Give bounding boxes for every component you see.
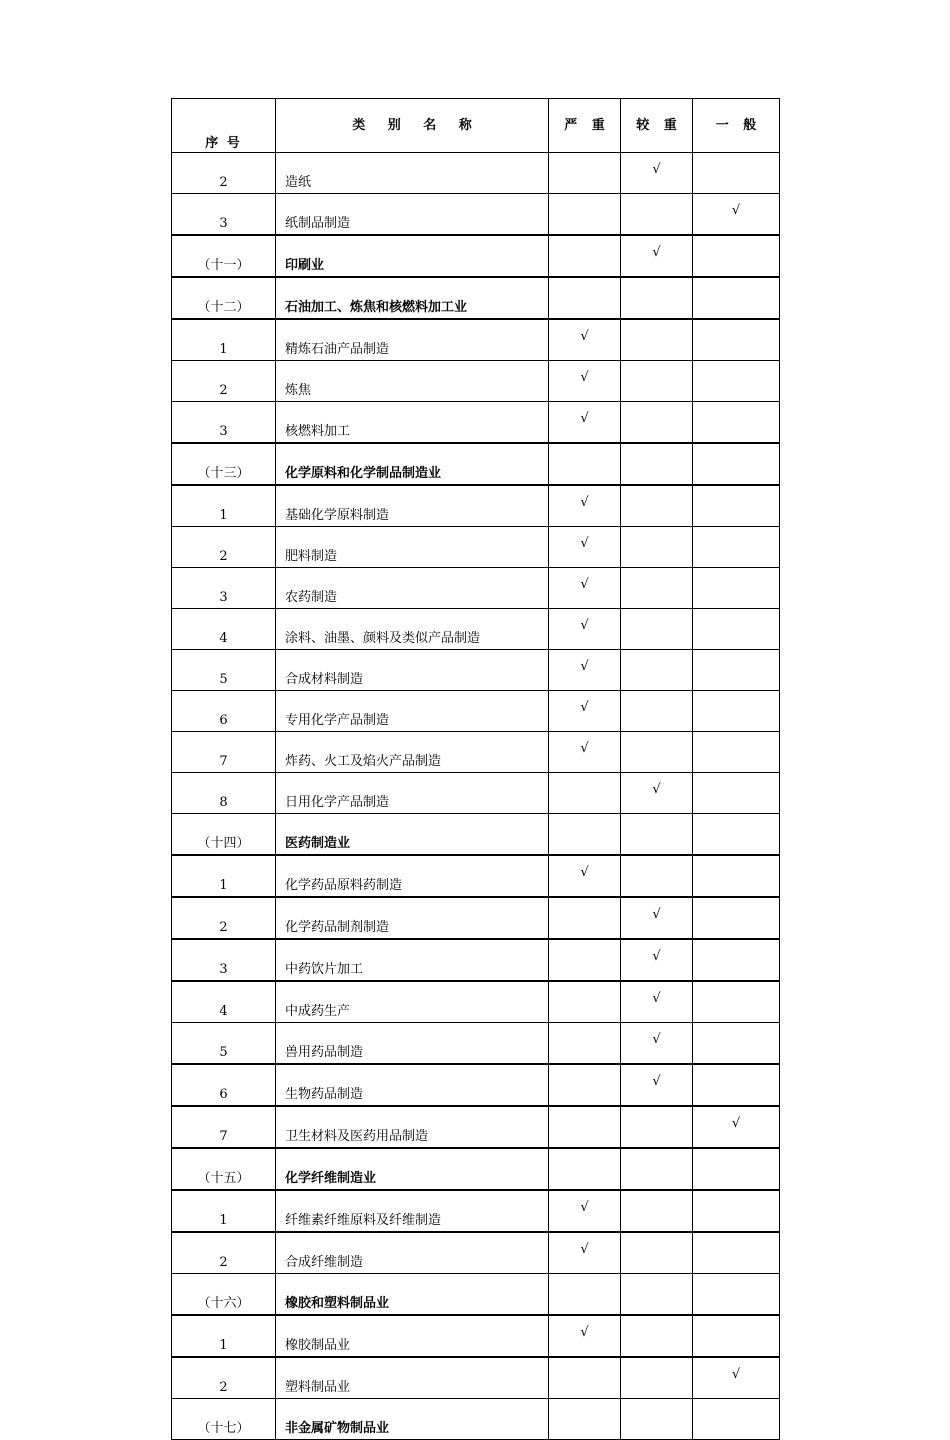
check-mark-icon: √	[652, 906, 661, 922]
category-row	[172, 235, 780, 277]
moderate-level-cell	[621, 1148, 693, 1190]
item-name-cell: 农药制造	[276, 568, 549, 609]
general-level-cell	[693, 1274, 780, 1316]
moderate-level-cell	[621, 773, 693, 814]
item-name-cell: 中药饮片加工	[276, 939, 549, 981]
moderate-level-cell	[621, 361, 693, 402]
header-serial-number: 序 号	[172, 99, 276, 153]
header-general: 一 般	[693, 99, 780, 153]
table-row	[172, 153, 780, 194]
check-mark-icon: √	[652, 990, 661, 1006]
category-row	[172, 1399, 780, 1440]
moderate-level-cell	[621, 1023, 693, 1065]
table-row	[172, 402, 780, 444]
severe-level-cell	[549, 527, 621, 568]
general-level-cell	[693, 1023, 780, 1065]
category-name-cell: 印刷业	[276, 235, 549, 277]
severe-level-cell	[549, 235, 621, 277]
general-level-cell	[693, 1190, 780, 1232]
item-name-cell: 精炼石油产品制造	[276, 319, 549, 361]
check-mark-icon: √	[580, 1324, 589, 1340]
serial-number-cell: （十六）	[172, 1274, 276, 1316]
severe-level-cell	[549, 1274, 621, 1316]
serial-number-cell: 3	[172, 939, 276, 981]
item-name-cell: 橡胶制品业	[276, 1315, 549, 1357]
item-name-cell: 日用化学产品制造	[276, 773, 549, 814]
check-mark-icon: √	[580, 658, 589, 674]
item-name-cell: 中成药生产	[276, 981, 549, 1023]
serial-number-cell: 1	[172, 485, 276, 527]
severe-level-cell	[549, 1357, 621, 1399]
general-level-cell	[693, 153, 780, 194]
moderate-level-cell	[621, 1315, 693, 1357]
table-row	[172, 194, 780, 236]
header-severe: 严 重	[549, 99, 621, 153]
severe-level-cell	[549, 1023, 621, 1065]
general-level-cell	[693, 1315, 780, 1357]
item-name-cell: 纸制品制造	[276, 194, 549, 236]
moderate-level-cell	[621, 443, 693, 485]
serial-number-cell: 4	[172, 981, 276, 1023]
item-name-cell: 炼焦	[276, 361, 549, 402]
severe-level-cell	[549, 153, 621, 194]
table-row	[172, 650, 780, 691]
moderate-level-cell	[621, 235, 693, 277]
general-level-cell	[693, 609, 780, 650]
severe-level-cell	[549, 1315, 621, 1357]
check-mark-icon: √	[652, 244, 661, 260]
check-mark-icon: √	[580, 699, 589, 715]
pollution-level-table	[171, 98, 780, 1440]
item-name-cell: 化学药品制剂制造	[276, 897, 549, 939]
check-mark-icon: √	[580, 864, 589, 880]
moderate-level-cell	[621, 527, 693, 568]
general-level-cell	[693, 732, 780, 773]
serial-number-cell: （十二）	[172, 277, 276, 319]
general-level-cell	[693, 319, 780, 361]
check-mark-icon: √	[580, 494, 589, 510]
category-row	[172, 277, 780, 319]
header-moderate: 较 重	[621, 99, 693, 153]
check-mark-icon: √	[580, 369, 589, 385]
category-name-cell: 化学纤维制造业	[276, 1148, 549, 1190]
table-row	[172, 1106, 780, 1148]
general-level-cell	[693, 939, 780, 981]
check-mark-icon: √	[652, 161, 661, 177]
general-level-cell	[693, 194, 780, 236]
check-mark-icon: √	[580, 328, 589, 344]
table-row	[172, 527, 780, 568]
serial-number-cell: 2	[172, 897, 276, 939]
general-level-cell	[693, 568, 780, 609]
item-name-cell: 专用化学产品制造	[276, 691, 549, 732]
item-name-cell: 造纸	[276, 153, 549, 194]
severe-level-cell	[549, 194, 621, 236]
serial-number-cell: 1	[172, 319, 276, 361]
moderate-level-cell	[621, 939, 693, 981]
moderate-level-cell	[621, 194, 693, 236]
moderate-level-cell	[621, 153, 693, 194]
table-row	[172, 319, 780, 361]
header-row	[172, 99, 780, 153]
severe-level-cell	[549, 1232, 621, 1274]
general-level-cell	[693, 650, 780, 691]
moderate-level-cell	[621, 981, 693, 1023]
severe-level-cell	[549, 568, 621, 609]
table-row	[172, 1064, 780, 1106]
severe-level-cell	[549, 402, 621, 444]
serial-number-cell: 8	[172, 773, 276, 814]
item-name-cell: 合成纤维制造	[276, 1232, 549, 1274]
severe-level-cell	[549, 981, 621, 1023]
severe-level-cell	[549, 1106, 621, 1148]
general-level-cell	[693, 773, 780, 814]
serial-number-cell: 2	[172, 527, 276, 568]
category-row	[172, 1274, 780, 1316]
moderate-level-cell	[621, 1274, 693, 1316]
severe-level-cell	[549, 939, 621, 981]
item-name-cell: 塑料制品业	[276, 1357, 549, 1399]
severe-level-cell	[549, 277, 621, 319]
severe-level-cell	[549, 1064, 621, 1106]
table-row	[172, 1315, 780, 1357]
general-level-cell	[693, 485, 780, 527]
category-row	[172, 1148, 780, 1190]
item-name-cell: 合成材料制造	[276, 650, 549, 691]
table-body	[172, 153, 780, 1440]
moderate-level-cell	[621, 814, 693, 856]
serial-number-cell: 1	[172, 1315, 276, 1357]
severe-level-cell	[549, 773, 621, 814]
general-level-cell	[693, 1064, 780, 1106]
check-mark-icon: √	[652, 1031, 661, 1047]
moderate-level-cell	[621, 319, 693, 361]
moderate-level-cell	[621, 897, 693, 939]
table-row	[172, 773, 780, 814]
severe-level-cell	[549, 1148, 621, 1190]
serial-number-cell: （十四）	[172, 814, 276, 856]
general-level-cell	[693, 527, 780, 568]
item-name-cell: 涂料、油墨、颜料及类似产品制造	[276, 609, 549, 650]
moderate-level-cell	[621, 1106, 693, 1148]
item-name-cell: 核燃料加工	[276, 402, 549, 444]
moderate-level-cell	[621, 1232, 693, 1274]
item-name-cell: 肥料制造	[276, 527, 549, 568]
table-row	[172, 855, 780, 897]
general-level-cell	[693, 691, 780, 732]
item-name-cell: 卫生材料及医药用品制造	[276, 1106, 549, 1148]
severe-level-cell	[549, 1190, 621, 1232]
general-level-cell	[693, 981, 780, 1023]
check-mark-icon: √	[731, 1366, 741, 1382]
serial-number-cell: 3	[172, 194, 276, 236]
severe-level-cell	[549, 319, 621, 361]
serial-number-cell: 7	[172, 1106, 276, 1148]
category-row	[172, 814, 780, 856]
general-level-cell	[693, 814, 780, 856]
moderate-level-cell	[621, 691, 693, 732]
serial-number-cell: 2	[172, 1232, 276, 1274]
check-mark-icon: √	[731, 1115, 741, 1131]
serial-number-cell: 5	[172, 1023, 276, 1065]
serial-number-cell: （十七）	[172, 1399, 276, 1440]
moderate-level-cell	[621, 1399, 693, 1440]
serial-number-cell: （十三）	[172, 443, 276, 485]
serial-number-cell: （十一）	[172, 235, 276, 277]
serial-number-cell: 2	[172, 1357, 276, 1399]
moderate-level-cell	[621, 485, 693, 527]
severe-level-cell	[549, 361, 621, 402]
general-level-cell	[693, 443, 780, 485]
serial-number-cell: 2	[172, 361, 276, 402]
general-level-cell	[693, 235, 780, 277]
severe-level-cell	[549, 814, 621, 856]
category-name-cell: 医药制造业	[276, 814, 549, 856]
moderate-level-cell	[621, 568, 693, 609]
general-level-cell	[693, 277, 780, 319]
severe-level-cell	[549, 650, 621, 691]
check-mark-icon: √	[731, 202, 741, 218]
general-level-cell	[693, 402, 780, 444]
serial-number-cell: 2	[172, 153, 276, 194]
check-mark-icon: √	[580, 1199, 589, 1215]
serial-number-cell: 6	[172, 691, 276, 732]
item-name-cell: 基础化学原料制造	[276, 485, 549, 527]
severe-level-cell	[549, 609, 621, 650]
moderate-level-cell	[621, 609, 693, 650]
check-mark-icon: √	[580, 410, 589, 426]
table-row	[172, 1232, 780, 1274]
severe-level-cell	[549, 691, 621, 732]
table-row	[172, 691, 780, 732]
check-mark-icon: √	[580, 535, 589, 551]
check-mark-icon: √	[580, 617, 589, 633]
moderate-level-cell	[621, 650, 693, 691]
table-row	[172, 981, 780, 1023]
category-name-cell: 化学原料和化学制品制造业	[276, 443, 549, 485]
severe-level-cell	[549, 1399, 621, 1440]
check-mark-icon: √	[580, 740, 589, 756]
moderate-level-cell	[621, 1064, 693, 1106]
general-level-cell	[693, 1232, 780, 1274]
moderate-level-cell	[621, 732, 693, 773]
severe-level-cell	[549, 443, 621, 485]
table-row	[172, 609, 780, 650]
serial-number-cell: 5	[172, 650, 276, 691]
serial-number-cell: 4	[172, 609, 276, 650]
moderate-level-cell	[621, 1190, 693, 1232]
general-level-cell	[693, 1399, 780, 1440]
table-row	[172, 939, 780, 981]
moderate-level-cell	[621, 855, 693, 897]
serial-number-cell: 1	[172, 1190, 276, 1232]
table-row	[172, 1190, 780, 1232]
category-name-cell: 橡胶和塑料制品业	[276, 1274, 549, 1316]
table-header	[172, 99, 780, 153]
general-level-cell	[693, 1357, 780, 1399]
check-mark-icon: √	[652, 948, 661, 964]
header-category-name: 类 别 名 称	[276, 99, 549, 153]
category-name-cell: 石油加工、炼焦和核燃料加工业	[276, 277, 549, 319]
table-row	[172, 1023, 780, 1065]
serial-number-cell: 3	[172, 402, 276, 444]
moderate-level-cell	[621, 1357, 693, 1399]
item-name-cell: 纤维素纤维原料及纤维制造	[276, 1190, 549, 1232]
table-row	[172, 732, 780, 773]
severe-level-cell	[549, 732, 621, 773]
table-row	[172, 1357, 780, 1399]
serial-number-cell: （十五）	[172, 1148, 276, 1190]
general-level-cell	[693, 361, 780, 402]
general-level-cell	[693, 1106, 780, 1148]
table-row	[172, 568, 780, 609]
moderate-level-cell	[621, 402, 693, 444]
item-name-cell: 炸药、火工及焰火产品制造	[276, 732, 549, 773]
general-level-cell	[693, 897, 780, 939]
general-level-cell	[693, 855, 780, 897]
serial-number-cell: 3	[172, 568, 276, 609]
severe-level-cell	[549, 897, 621, 939]
category-name-cell: 非金属矿物制品业	[276, 1399, 549, 1440]
serial-number-cell: 1	[172, 855, 276, 897]
serial-number-cell: 6	[172, 1064, 276, 1106]
item-name-cell: 生物药品制造	[276, 1064, 549, 1106]
category-row	[172, 443, 780, 485]
check-mark-icon: √	[580, 576, 589, 592]
item-name-cell: 兽用药品制造	[276, 1023, 549, 1065]
severe-level-cell	[549, 485, 621, 527]
item-name-cell: 化学药品原料药制造	[276, 855, 549, 897]
check-mark-icon: √	[580, 1241, 589, 1257]
general-level-cell	[693, 1148, 780, 1190]
severe-level-cell	[549, 855, 621, 897]
table-row	[172, 361, 780, 402]
check-mark-icon: √	[652, 1073, 661, 1089]
moderate-level-cell	[621, 277, 693, 319]
check-mark-icon: √	[652, 781, 661, 797]
table-row	[172, 897, 780, 939]
serial-number-cell: 7	[172, 732, 276, 773]
table-row	[172, 485, 780, 527]
